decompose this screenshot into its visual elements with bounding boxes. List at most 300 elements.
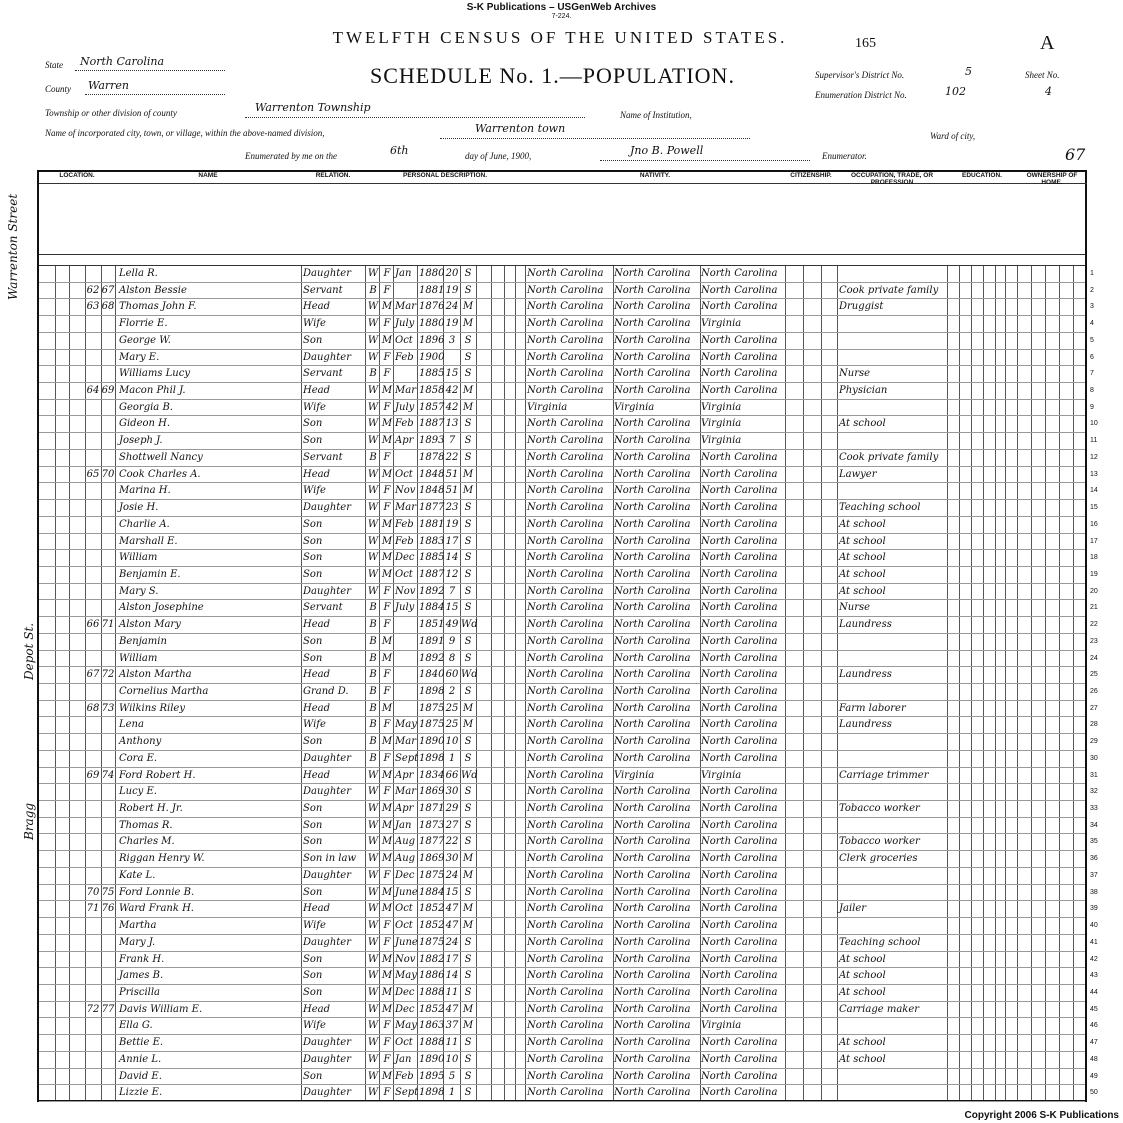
cell-name: James B.	[119, 970, 164, 982]
cell-age: 14	[445, 970, 459, 982]
cell-fam	[101, 684, 115, 700]
cell-fam: 73	[101, 702, 115, 714]
cell-col: B	[369, 635, 377, 647]
table-row	[39, 684, 1085, 701]
cell-occ: Farm laborer	[839, 702, 906, 714]
cell-father: North Carolina	[614, 920, 691, 932]
table-row	[39, 701, 1085, 718]
cell-fam	[101, 918, 115, 934]
cell-rel: Wife	[303, 401, 326, 413]
table-row	[39, 534, 1085, 551]
line-number: 36	[1090, 855, 1098, 863]
cell-mother: North Carolina	[701, 1003, 778, 1015]
cell-rel: Son	[303, 652, 323, 664]
cell-birth: North Carolina	[527, 819, 604, 831]
cell-rel: Son	[303, 886, 323, 898]
enumerator-name: Jno B. Powell	[630, 144, 704, 157]
cell-birth: North Carolina	[527, 686, 604, 697]
cell-sex: M	[381, 819, 393, 831]
cell-yr: 1884	[419, 602, 445, 614]
cell-father: North Carolina	[614, 468, 691, 480]
cell-mar: S	[464, 602, 472, 614]
cell-mo: Oct	[395, 468, 413, 480]
table-row	[39, 433, 1085, 450]
cell-occ: Teaching school	[839, 936, 921, 948]
cell-dw	[85, 534, 101, 550]
cell-age: 19	[445, 318, 459, 330]
cell-sex: F	[383, 786, 391, 798]
cell-sex: M	[381, 568, 393, 580]
cell-age: 12	[445, 568, 459, 580]
cell-dw	[85, 651, 101, 667]
cell-father: North Carolina	[614, 502, 691, 514]
cell-yr: 1887	[419, 568, 445, 580]
cell-mar: Wd	[461, 619, 478, 631]
cell-fam	[101, 935, 115, 951]
cell-mar: S	[464, 451, 472, 463]
table-row	[39, 1002, 1085, 1019]
cell-age: 66	[445, 769, 459, 781]
cell-sex: M	[381, 903, 393, 915]
group-nativity: NATIVITY.	[525, 172, 785, 184]
cell-dw	[85, 1018, 101, 1034]
cell-rel: Son	[303, 970, 323, 982]
cell-fam: 75	[101, 886, 115, 898]
cell-age: 30	[445, 853, 459, 865]
cell-occ: Cook private family	[839, 451, 939, 463]
cell-name: Florrie E.	[119, 318, 168, 330]
cell-yr: 1875	[419, 869, 445, 881]
table-row	[39, 935, 1085, 952]
cell-rel: Daughter	[303, 585, 351, 597]
cell-sex: M	[381, 652, 393, 664]
cell-rel: Head	[303, 1003, 331, 1015]
cell-name: Mary J.	[119, 936, 156, 948]
cell-yr: 1852	[419, 1003, 445, 1015]
cell-mother: North Carolina	[701, 552, 778, 564]
table-row	[39, 717, 1085, 734]
cell-mo: Oct	[395, 1037, 413, 1049]
group-citizenship: CITIZENSHIP.	[785, 172, 837, 184]
cell-birth: North Carolina	[527, 1037, 604, 1049]
cell-birth: North Carolina	[527, 468, 604, 480]
city-value: Warrenton town	[475, 122, 566, 135]
cell-yr: 1892	[419, 585, 445, 597]
line-number: 23	[1090, 637, 1098, 645]
cell-sex: M	[381, 970, 393, 982]
cell-name: George W.	[119, 334, 171, 346]
line-number: 27	[1090, 704, 1098, 712]
table-row	[39, 985, 1085, 1002]
cell-mo	[395, 684, 417, 700]
cell-col: W	[367, 953, 379, 965]
cell-occ	[839, 350, 947, 366]
cell-fam	[101, 818, 115, 834]
cell-name: Marshall E.	[119, 535, 178, 547]
line-number: 7	[1090, 370, 1094, 378]
cell-name: Thomas R.	[119, 819, 173, 831]
cell-birth: North Carolina	[527, 585, 604, 597]
enumeration-day: 6th	[390, 144, 409, 157]
cell-name: Anthony	[119, 736, 162, 748]
cell-col: W	[367, 836, 379, 848]
cell-mother: North Carolina	[701, 986, 778, 998]
cell-occ	[839, 266, 947, 282]
cell-rel: Son	[303, 819, 323, 831]
cell-dw: 64	[86, 385, 100, 397]
cell-father: North Carolina	[614, 669, 691, 681]
cell-birth: North Carolina	[527, 986, 604, 998]
month-label: day of June, 1900,	[465, 151, 532, 161]
cell-yr: 1893	[419, 435, 445, 447]
table-row	[39, 901, 1085, 918]
cell-col: W	[367, 1087, 379, 1099]
cell-occ	[839, 818, 947, 834]
cell-dw	[85, 818, 101, 834]
cell-birth: North Carolina	[527, 719, 604, 731]
cell-fam	[101, 952, 115, 968]
cell-sex: F	[383, 1053, 391, 1065]
cell-col: W	[367, 1053, 379, 1065]
line-number: 10	[1090, 420, 1098, 428]
cell-father: Virginia	[614, 401, 655, 413]
line-number: 15	[1090, 504, 1098, 512]
cell-name: Lizzie E.	[119, 1087, 163, 1099]
cell-occ: At school	[839, 986, 886, 998]
cell-birth: North Carolina	[527, 268, 604, 279]
supervisor-label: Supervisor's District No.	[815, 70, 905, 80]
cell-birth: North Carolina	[527, 752, 604, 764]
cell-dw	[85, 584, 101, 600]
cell-col: W	[367, 986, 379, 998]
cell-yr: 1875	[419, 702, 445, 714]
cell-mother: North Carolina	[701, 619, 778, 631]
cell-col: W	[367, 435, 379, 447]
cell-father: North Carolina	[614, 702, 691, 714]
cell-age: 10	[445, 1053, 459, 1065]
cell-age: 10	[445, 736, 459, 748]
cell-occ	[839, 784, 947, 800]
line-number: 44	[1090, 988, 1098, 996]
cell-rel: Daughter	[303, 936, 351, 948]
cell-mo	[395, 283, 417, 299]
cell-birth: Virginia	[527, 401, 568, 413]
cell-occ: Tobacco worker	[839, 836, 920, 848]
cell-mar: S	[464, 568, 472, 580]
cell-occ: Nurse	[839, 602, 871, 614]
cell-birth: North Carolina	[527, 351, 604, 363]
cell-rel: Head	[303, 769, 331, 781]
copyright-notice: Copyright 2006 S-K Publications	[964, 1110, 1119, 1121]
cell-mother: North Carolina	[701, 485, 778, 497]
line-number: 48	[1090, 1055, 1098, 1063]
cell-occ: Cook private family	[839, 284, 939, 296]
cell-occ: Nurse	[839, 368, 871, 380]
cell-yr: 1880	[419, 268, 445, 279]
cell-yr: 1887	[419, 418, 445, 430]
cell-dw	[85, 1085, 101, 1101]
cell-mar: S	[464, 502, 472, 514]
cell-dw: 69	[86, 769, 100, 781]
cell-dw	[85, 717, 101, 733]
cell-mo: Nov	[395, 953, 416, 965]
cell-occ	[839, 634, 947, 650]
cell-fam	[101, 433, 115, 449]
cell-mar: S	[464, 351, 472, 363]
cell-dw	[85, 333, 101, 349]
cell-mo: Dec	[395, 986, 415, 998]
cell-age: 5	[448, 1070, 456, 1082]
cell-age: 29	[445, 803, 459, 815]
institution-label: Name of Institution,	[620, 110, 692, 120]
table-row	[39, 483, 1085, 500]
table-row	[39, 1069, 1085, 1086]
cell-birth: North Carolina	[527, 869, 604, 881]
cell-mar: S	[464, 268, 472, 279]
cell-mar: S	[464, 752, 472, 764]
cell-birth: North Carolina	[527, 518, 604, 530]
table-row	[39, 1035, 1085, 1052]
cell-occ: Clerk groceries	[839, 853, 918, 865]
cell-name: Wilkins Riley	[119, 702, 186, 714]
margin-note-bragg: Bragg	[22, 802, 36, 840]
state-value: North Carolina	[80, 55, 165, 68]
cell-sex: M	[381, 953, 393, 965]
cell-father: North Carolina	[614, 635, 691, 647]
cell-age: 15	[445, 886, 459, 898]
cell-sex: M	[381, 1003, 393, 1015]
cell-mar: S	[464, 986, 472, 998]
cell-age: 17	[445, 953, 459, 965]
cell-father: North Carolina	[614, 619, 691, 631]
cell-father: North Carolina	[614, 268, 691, 279]
table-row	[39, 366, 1085, 383]
cell-yr: 1882	[419, 953, 445, 965]
cell-rel: Son	[303, 418, 323, 430]
line-number: 30	[1090, 754, 1098, 762]
cell-mar: S	[464, 970, 472, 982]
cell-mother: North Carolina	[701, 886, 778, 898]
cell-occ	[839, 433, 947, 449]
cell-mar: M	[462, 401, 474, 413]
cell-age: 25	[445, 702, 459, 714]
cell-yr: 1892	[419, 652, 445, 664]
line-number: 25	[1090, 671, 1098, 679]
cell-sex: M	[381, 535, 393, 547]
cell-fam	[101, 550, 115, 566]
table-row	[39, 651, 1085, 668]
cell-mar: M	[462, 318, 474, 330]
cell-rel: Head	[303, 385, 331, 397]
cell-dw	[85, 968, 101, 984]
cell-yr: 1885	[419, 552, 445, 564]
cell-occ	[839, 885, 947, 901]
cell-birth: North Carolina	[527, 803, 604, 815]
table-row	[39, 350, 1085, 367]
cell-age: 24	[445, 936, 459, 948]
line-number: 3	[1090, 303, 1094, 311]
table-row	[39, 617, 1085, 634]
cell-father: North Carolina	[614, 334, 691, 346]
cell-rel: Daughter	[303, 1037, 351, 1049]
cell-fam	[101, 651, 115, 667]
cell-age: 9	[448, 635, 456, 647]
table-row	[39, 751, 1085, 768]
cell-father: North Carolina	[614, 518, 691, 530]
cell-father: North Carolina	[614, 485, 691, 497]
cell-rel: Wife	[303, 318, 326, 330]
cell-sex: F	[383, 351, 391, 363]
cell-yr: 1898	[419, 1087, 445, 1099]
cell-fam	[101, 517, 115, 533]
cell-name: Ford Robert H.	[119, 769, 196, 781]
line-number: 8	[1090, 387, 1094, 395]
line-number: 21	[1090, 604, 1098, 612]
table-row	[39, 885, 1085, 902]
table-row	[39, 383, 1085, 400]
cell-col: W	[367, 1003, 379, 1015]
group-name: NAME	[115, 172, 301, 184]
cell-name: Lella R.	[119, 268, 158, 279]
cell-col: W	[367, 334, 379, 346]
cell-mother: North Carolina	[701, 535, 778, 547]
cell-birth: North Carolina	[527, 385, 604, 397]
cell-yr: 1900	[419, 351, 445, 363]
cell-mo: July	[395, 318, 415, 330]
cell-dw	[85, 266, 101, 282]
cell-mo: July	[395, 401, 415, 413]
cell-name: Joseph J.	[119, 435, 163, 447]
cell-mar: S	[464, 786, 472, 798]
cell-mar: M	[462, 485, 474, 497]
cell-age: 7	[448, 585, 456, 597]
table-row	[39, 834, 1085, 851]
cell-mother: North Carolina	[701, 368, 778, 380]
cell-birth: North Carolina	[527, 836, 604, 848]
cell-mo: May	[395, 719, 417, 731]
cell-col: W	[367, 535, 379, 547]
table-row	[39, 550, 1085, 567]
cell-yr: 1876	[419, 301, 445, 313]
cell-mo: Jan	[395, 1053, 412, 1065]
cell-mother: North Carolina	[701, 385, 778, 397]
form-code: 7-224.	[551, 13, 572, 20]
table-row	[39, 283, 1085, 300]
cell-name: William	[119, 652, 158, 664]
cell-mo: Feb	[395, 1070, 414, 1082]
line-number: 31	[1090, 771, 1098, 779]
cell-dw	[85, 316, 101, 332]
cell-age: 47	[445, 920, 459, 932]
table-row	[39, 801, 1085, 818]
cell-sex: M	[381, 418, 393, 430]
group-education: EDUCATION.	[947, 172, 1017, 184]
cell-age: 11	[445, 1037, 459, 1049]
cell-yr: 1858	[419, 385, 445, 397]
cell-father: North Carolina	[614, 318, 691, 330]
line-number: 41	[1090, 938, 1098, 946]
cell-fam	[101, 483, 115, 499]
cell-occ	[839, 1085, 947, 1101]
cell-sex: F	[383, 920, 391, 932]
cell-mo: Mar	[395, 736, 416, 748]
cell-mother: North Carolina	[701, 602, 778, 614]
cell-father: North Carolina	[614, 819, 691, 831]
cell-col: W	[367, 585, 379, 597]
cell-fam	[101, 266, 115, 282]
cell-fam	[101, 751, 115, 767]
table-row	[39, 1052, 1085, 1069]
cell-father: North Carolina	[614, 602, 691, 614]
cell-mo: Oct	[395, 568, 413, 580]
cell-age: 1	[448, 1087, 456, 1099]
cell-age: 47	[445, 1003, 459, 1015]
cell-fam: 71	[101, 619, 115, 631]
cell-name: Ella G.	[119, 1020, 153, 1032]
cell-mo: Aug	[395, 836, 416, 848]
cell-sex: M	[381, 552, 393, 564]
cell-rel: Daughter	[303, 752, 351, 764]
cell-col: B	[369, 619, 377, 631]
cell-dw	[85, 734, 101, 750]
cell-age: 24	[445, 869, 459, 881]
cell-mother: North Carolina	[701, 953, 778, 965]
cell-fam	[101, 734, 115, 750]
cell-rel: Head	[303, 619, 331, 631]
cell-mo: Mar	[395, 385, 416, 397]
group-relation: RELATION.	[301, 172, 365, 184]
cell-age: 15	[445, 602, 459, 614]
cell-mother: North Carolina	[701, 1087, 778, 1099]
cell-mother: North Carolina	[701, 920, 778, 932]
cell-age: 24	[445, 301, 459, 313]
cell-mar: M	[462, 903, 474, 915]
cell-age: 51	[445, 485, 459, 497]
line-number: 26	[1090, 688, 1098, 695]
cell-name: Mary S.	[119, 585, 159, 597]
cell-mar: S	[464, 736, 472, 748]
cell-mo: Dec	[395, 552, 415, 564]
cell-mar: S	[464, 686, 472, 697]
cell-birth: North Carolina	[527, 619, 604, 631]
cell-sex: M	[381, 769, 393, 781]
cell-father: North Carolina	[614, 786, 691, 798]
cell-name: Priscilla	[119, 986, 160, 998]
cell-mar: S	[464, 886, 472, 898]
cell-age: 22	[445, 836, 459, 848]
cell-mo: Nov	[395, 485, 416, 497]
cell-mar: S	[464, 1053, 472, 1065]
cell-dw	[85, 483, 101, 499]
table-row	[39, 667, 1085, 684]
cell-rel: Daughter	[303, 351, 351, 363]
cell-mother: Virginia	[701, 769, 742, 781]
cell-sex: M	[381, 1070, 393, 1082]
cell-sex: M	[381, 853, 393, 865]
cell-mother: Virginia	[701, 318, 742, 330]
cell-col: B	[369, 652, 377, 664]
cell-mother: North Carolina	[701, 970, 778, 982]
cell-fam	[101, 851, 115, 867]
cell-sex: F	[383, 669, 391, 681]
cell-occ	[839, 751, 947, 767]
cell-yr: 1834	[419, 769, 445, 781]
cell-occ	[839, 684, 947, 700]
cell-dw: 62	[86, 284, 100, 296]
cell-rel: Son	[303, 435, 323, 447]
table-row	[39, 851, 1085, 868]
cell-yr: 1848	[419, 468, 445, 480]
